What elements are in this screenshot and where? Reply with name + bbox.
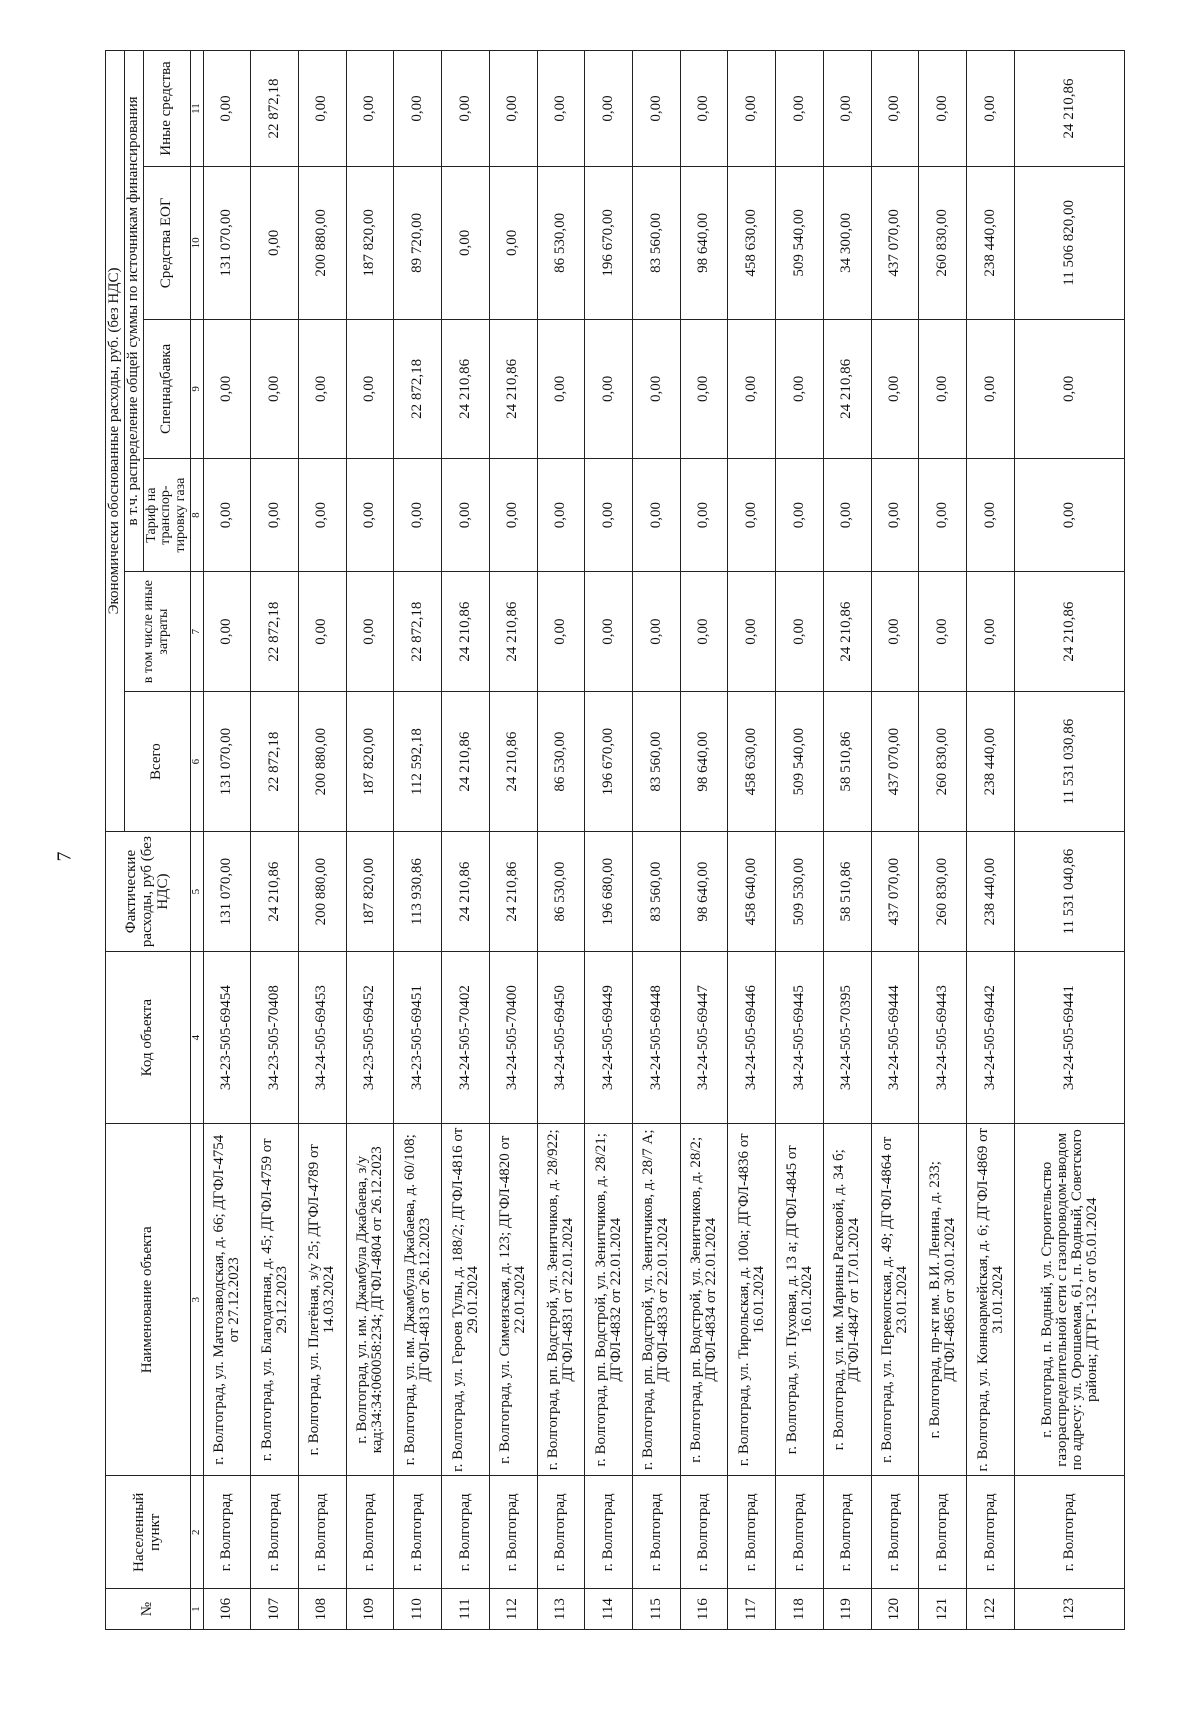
- total-cell: 112 592,18: [394, 692, 442, 832]
- surcharge-cell: 0,00: [346, 319, 394, 459]
- settlement-cell: г. Волгоград: [919, 1476, 967, 1589]
- tariff-cell: 0,00: [633, 459, 681, 572]
- settlement-cell: г. Волгоград: [299, 1476, 347, 1589]
- surcharge-cell: 0,00: [728, 319, 776, 459]
- tariff-cell: 0,00: [680, 459, 728, 572]
- other-costs-cell: 24 210,86: [1015, 572, 1125, 692]
- object-name-cell: г. Волгоград, рп. Водстрой, ул. Зенитчиков, д. 28/922; ДГФЛ-4831 от 22.01.2024: [537, 1124, 585, 1476]
- tariff-cell: 0,00: [1015, 459, 1125, 572]
- other-funds-cell: 0,00: [967, 51, 1015, 167]
- table-row: [585, 51, 633, 1630]
- table-row: [251, 51, 299, 1630]
- surcharge-cell: 0,00: [633, 319, 681, 459]
- object-code-cell: 34-24-505-69453: [299, 952, 347, 1124]
- settlement-cell: г. Волгоград: [442, 1476, 490, 1589]
- column-index: 2: [190, 1476, 203, 1589]
- other-costs-cell: 0,00: [919, 572, 967, 692]
- row-number: 108: [299, 1589, 347, 1630]
- table-row: [871, 51, 919, 1630]
- row-number: 116: [680, 1589, 728, 1630]
- tariff-cell: 0,00: [489, 459, 537, 572]
- settlement-cell: г. Волгоград: [728, 1476, 776, 1589]
- table-row: [680, 51, 728, 1630]
- total-cell: 131 070,00: [203, 692, 251, 832]
- actual-cost-cell: 86 530,00: [537, 831, 585, 951]
- column-index-row: [190, 51, 203, 1630]
- actual-cost-cell: 83 560,00: [633, 831, 681, 951]
- total-cell: 196 670,00: [585, 692, 633, 832]
- page-number: 7: [53, 851, 76, 862]
- row-number: 112: [489, 1589, 537, 1630]
- tariff-cell: 0,00: [442, 459, 490, 572]
- tariff-cell: 0,00: [967, 459, 1015, 572]
- surcharge-cell: 0,00: [203, 319, 251, 459]
- table-row: [967, 51, 1015, 1630]
- actual-cost-cell: 58 510,86: [823, 831, 871, 951]
- table-row: [442, 51, 490, 1630]
- object-code-cell: 34-24-505-70402: [442, 952, 490, 1124]
- object-code-cell: 34-23-505-70408: [251, 952, 299, 1124]
- settlement-cell: г. Волгоград: [251, 1476, 299, 1589]
- other-funds-cell: 0,00: [633, 51, 681, 167]
- object-name-cell: г. Волгоград, ул. Героев Тулы, д. 188/2; ДГФЛ-4816 от 29.01.2024: [442, 1124, 490, 1476]
- eog-cell: 437 070,00: [871, 167, 919, 320]
- object-code-cell: 34-24-505-70395: [823, 952, 871, 1124]
- actual-cost-cell: 196 680,00: [585, 831, 633, 951]
- total-cell: 22 872,18: [251, 692, 299, 832]
- cost-table: [105, 50, 1125, 1630]
- total-cell: 187 820,00: [346, 692, 394, 832]
- other-funds-cell: 0,00: [585, 51, 633, 167]
- object-name-cell: г. Волгоград, ул. Плетёная, з/у 25; ДГФЛ-4789 от 14.03.2024: [299, 1124, 347, 1476]
- object-name-cell: г. Волгоград, ул. Симеизская, д. 123; ДГФЛ-4820 от 22.01.2024: [489, 1124, 537, 1476]
- row-number: 110: [394, 1589, 442, 1630]
- other-costs-cell: 0,00: [680, 572, 728, 692]
- other-funds-cell: 0,00: [299, 51, 347, 167]
- object-code-cell: 34-24-505-69441: [1015, 952, 1125, 1124]
- table-row: [1015, 51, 1125, 1630]
- object-name-cell: г. Волгоград, пр-кт им. В.И. Ленина, д. 233; ДГФЛ-4865 от 30.01.2024: [919, 1124, 967, 1476]
- table-row: [299, 51, 347, 1630]
- table-row: [728, 51, 776, 1630]
- tariff-cell: 0,00: [203, 459, 251, 572]
- settlement-cell: г. Волгоград: [394, 1476, 442, 1589]
- eog-cell: 260 830,00: [919, 167, 967, 320]
- actual-cost-cell: 200 880,00: [299, 831, 347, 951]
- total-cell: 437 070,00: [871, 692, 919, 832]
- object-code-cell: 34-24-505-69448: [633, 952, 681, 1124]
- object-code-cell: 34-23-505-69451: [394, 952, 442, 1124]
- other-costs-cell: 0,00: [776, 572, 824, 692]
- surcharge-cell: 0,00: [871, 319, 919, 459]
- other-costs-cell: 24 210,86: [442, 572, 490, 692]
- object-name-cell: г. Волгоград, ул. Мачтозаводская, д. 66; ДГФЛ-4754 от 27.12.2023: [203, 1124, 251, 1476]
- table-row: [489, 51, 537, 1630]
- object-name-cell: г. Волгоград, ул. Тирольская, д. 100а; ДГФЛ-4836 от 16.01.2024: [728, 1124, 776, 1476]
- other-costs-cell: 0,00: [537, 572, 585, 692]
- table-row: [203, 51, 251, 1630]
- settlement-cell: г. Волгоград: [489, 1476, 537, 1589]
- eog-cell: 196 670,00: [585, 167, 633, 320]
- object-code-cell: 34-24-505-69442: [967, 952, 1015, 1124]
- total-cell: 458 630,00: [728, 692, 776, 832]
- surcharge-cell: 0,00: [537, 319, 585, 459]
- header-other-funds: Иные средства: [143, 51, 190, 167]
- eog-cell: 187 820,00: [346, 167, 394, 320]
- actual-cost-cell: 260 830,00: [919, 831, 967, 951]
- tariff-cell: 0,00: [346, 459, 394, 572]
- eog-cell: 0,00: [489, 167, 537, 320]
- eog-cell: 0,00: [442, 167, 490, 320]
- header-total: Всего: [124, 692, 190, 832]
- table-row: [394, 51, 442, 1630]
- total-cell: 238 440,00: [967, 692, 1015, 832]
- other-costs-cell: 24 210,86: [489, 572, 537, 692]
- actual-cost-cell: 11 531 040,86: [1015, 831, 1125, 951]
- column-index: 7: [190, 572, 203, 692]
- settlement-cell: г. Волгоград: [680, 1476, 728, 1589]
- header-actual: Фактические расходы, руб (без НДС): [106, 831, 191, 951]
- header-econ-group: Экономически обоснованные расходы, руб. (без НДС): [106, 51, 125, 832]
- column-index: 3: [190, 1124, 203, 1476]
- table-row: [919, 51, 967, 1630]
- tariff-cell: 0,00: [776, 459, 824, 572]
- actual-cost-cell: 458 640,00: [728, 831, 776, 951]
- other-funds-cell: 0,00: [680, 51, 728, 167]
- column-index: 5: [190, 831, 203, 951]
- row-number: 106: [203, 1589, 251, 1630]
- other-costs-cell: 0,00: [871, 572, 919, 692]
- total-cell: 24 210,86: [442, 692, 490, 832]
- settlement-cell: г. Волгоград: [871, 1476, 919, 1589]
- total-cell: 509 540,00: [776, 692, 824, 832]
- surcharge-cell: 0,00: [1015, 319, 1125, 459]
- table-row: [776, 51, 824, 1630]
- row-number: 119: [823, 1589, 871, 1630]
- row-number: 121: [919, 1589, 967, 1630]
- table-body: [203, 51, 1124, 1630]
- total-cell: 11 531 030,86: [1015, 692, 1125, 832]
- other-costs-cell: 22 872,18: [251, 572, 299, 692]
- header-eog: Средства ЕОГ: [143, 167, 190, 320]
- surcharge-cell: 0,00: [299, 319, 347, 459]
- column-index: 9: [190, 319, 203, 459]
- eog-cell: 0,00: [251, 167, 299, 320]
- tariff-cell: 0,00: [823, 459, 871, 572]
- other-funds-cell: 0,00: [346, 51, 394, 167]
- tariff-cell: 0,00: [585, 459, 633, 572]
- row-number: 113: [537, 1589, 585, 1630]
- tariff-cell: 0,00: [251, 459, 299, 572]
- object-code-cell: 34-24-505-69447: [680, 952, 728, 1124]
- row-number: 111: [442, 1589, 490, 1630]
- object-name-cell: г. Волгоград, рп. Водстрой, ул. Зенитчиков, д. 28/7 А; ДГФЛ-4833 от 22.01.2024: [633, 1124, 681, 1476]
- eog-cell: 509 540,00: [776, 167, 824, 320]
- total-cell: 86 530,00: [537, 692, 585, 832]
- object-code-cell: 34-24-505-69449: [585, 952, 633, 1124]
- eog-cell: 34 300,00: [823, 167, 871, 320]
- object-code-cell: 34-24-505-69444: [871, 952, 919, 1124]
- tariff-cell: 0,00: [394, 459, 442, 572]
- header-other-costs: в том числе иные затраты: [124, 572, 190, 692]
- total-cell: 58 510,86: [823, 692, 871, 832]
- other-funds-cell: 22 872,18: [251, 51, 299, 167]
- header-num: №: [106, 1589, 191, 1630]
- total-cell: 24 210,86: [489, 692, 537, 832]
- surcharge-cell: 24 210,86: [442, 319, 490, 459]
- row-number: 109: [346, 1589, 394, 1630]
- settlement-cell: г. Волгоград: [776, 1476, 824, 1589]
- object-code-cell: 34-24-505-70400: [489, 952, 537, 1124]
- object-name-cell: г. Волгоград, ул. Пуховая, д. 13 а; ДГФЛ-4845 от 16.01.2024: [776, 1124, 824, 1476]
- tariff-cell: 0,00: [871, 459, 919, 572]
- other-costs-cell: 0,00: [346, 572, 394, 692]
- settlement-cell: г. Волгоград: [203, 1476, 251, 1589]
- settlement-cell: г. Волгоград: [967, 1476, 1015, 1589]
- other-funds-cell: 0,00: [537, 51, 585, 167]
- rotated-table-container: [105, 50, 1125, 1630]
- eog-cell: 11 506 820,00: [1015, 167, 1125, 320]
- other-costs-cell: 0,00: [299, 572, 347, 692]
- other-funds-cell: 0,00: [823, 51, 871, 167]
- actual-cost-cell: 24 210,86: [442, 831, 490, 951]
- row-number: 114: [585, 1589, 633, 1630]
- actual-cost-cell: 509 530,00: [776, 831, 824, 951]
- object-name-cell: г. Волгоград, п. Водный, ул. Строительство газораспределительной сети с газопроводом-вводом по адресу: ул. Орошаемая, 61, п. Водный, Советского района; ДГРГ-132 от 05.01.2024: [1015, 1124, 1125, 1476]
- surcharge-cell: 0,00: [251, 319, 299, 459]
- row-number: 107: [251, 1589, 299, 1630]
- other-costs-cell: 24 210,86: [823, 572, 871, 692]
- eog-cell: 458 630,00: [728, 167, 776, 320]
- tariff-cell: 0,00: [728, 459, 776, 572]
- settlement-cell: г. Волгоград: [823, 1476, 871, 1589]
- object-code-cell: 34-24-505-69450: [537, 952, 585, 1124]
- total-cell: 98 640,00: [680, 692, 728, 832]
- actual-cost-cell: 187 820,00: [346, 831, 394, 951]
- object-code-cell: 34-23-505-69452: [346, 952, 394, 1124]
- surcharge-cell: 22 872,18: [394, 319, 442, 459]
- row-number: 117: [728, 1589, 776, 1630]
- eog-cell: 131 070,00: [203, 167, 251, 320]
- settlement-cell: г. Волгоград: [585, 1476, 633, 1589]
- header-object-code: Код объекта: [106, 952, 191, 1124]
- column-index: 6: [190, 692, 203, 832]
- surcharge-cell: 0,00: [919, 319, 967, 459]
- column-index: 10: [190, 167, 203, 320]
- settlement-cell: г. Волгоград: [1015, 1476, 1125, 1589]
- header-settlement: Населенный пункт: [106, 1476, 191, 1589]
- surcharge-cell: 24 210,86: [823, 319, 871, 459]
- other-funds-cell: 0,00: [489, 51, 537, 167]
- actual-cost-cell: 24 210,86: [489, 831, 537, 951]
- eog-cell: 238 440,00: [967, 167, 1015, 320]
- other-funds-cell: 24 210,86: [1015, 51, 1125, 167]
- tariff-cell: 0,00: [299, 459, 347, 572]
- object-name-cell: г. Волгоград, ул. Коннoармейская, д. 6; ДГФЛ-4869 от 31.01.2024: [967, 1124, 1015, 1476]
- table-row: [346, 51, 394, 1630]
- header-tariff: Тариф на транспор-тировку газа: [143, 459, 190, 572]
- actual-cost-cell: 98 640,00: [680, 831, 728, 951]
- total-cell: 260 830,00: [919, 692, 967, 832]
- actual-cost-cell: 437 070,00: [871, 831, 919, 951]
- object-name-cell: г. Волгоград, ул. Благодатная, д. 45; ДГФЛ-4759 от 29.12.2023: [251, 1124, 299, 1476]
- actual-cost-cell: 238 440,00: [967, 831, 1015, 951]
- header-dist-group: в т.ч. распределение общей суммы по источникам финансирования: [124, 51, 143, 572]
- eog-cell: 98 640,00: [680, 167, 728, 320]
- other-funds-cell: 0,00: [394, 51, 442, 167]
- row-number: 118: [776, 1589, 824, 1630]
- object-name-cell: г. Волгоград, ул. им. Джамбула Джабаева, з/у кад:34:34:060058:234; ДГФЛ-4804 от 26.12.2023: [346, 1124, 394, 1476]
- eog-cell: 89 720,00: [394, 167, 442, 320]
- other-costs-cell: 0,00: [633, 572, 681, 692]
- header-object-name: Наименование объекта: [106, 1124, 191, 1476]
- other-funds-cell: 0,00: [203, 51, 251, 167]
- surcharge-cell: 24 210,86: [489, 319, 537, 459]
- object-name-cell: г. Волгоград, рп. Водстрой, ул. Зенитчиков, д. 28/2; ДГФЛ-4834 от 22.01.2024: [680, 1124, 728, 1476]
- column-index: 11: [190, 51, 203, 167]
- table-row: [823, 51, 871, 1630]
- surcharge-cell: 0,00: [680, 319, 728, 459]
- row-number: 122: [967, 1589, 1015, 1630]
- eog-cell: 200 880,00: [299, 167, 347, 320]
- object-name-cell: г. Волгоград, ул. им. Джамбула Джабаева, д. 60/108; ДГФЛ-4813 от 26.12.2023: [394, 1124, 442, 1476]
- other-costs-cell: 0,00: [967, 572, 1015, 692]
- column-index: 1: [190, 1589, 203, 1630]
- object-code-cell: 34-24-505-69445: [776, 952, 824, 1124]
- other-costs-cell: 0,00: [203, 572, 251, 692]
- surcharge-cell: 0,00: [585, 319, 633, 459]
- row-number: 120: [871, 1589, 919, 1630]
- table-row: [537, 51, 585, 1630]
- row-number: 115: [633, 1589, 681, 1630]
- object-name-cell: г. Волгоград, ул. им. Марины Расковой, д. 34 б; ДГФЛ-4847 от 17.01.2024: [823, 1124, 871, 1476]
- actual-cost-cell: 24 210,86: [251, 831, 299, 951]
- object-name-cell: г. Волгоград, ул. Перекопская, д. 49; ДГФЛ-4864 от 23.01.2024: [871, 1124, 919, 1476]
- actual-cost-cell: 131 070,00: [203, 831, 251, 951]
- eog-cell: 83 560,00: [633, 167, 681, 320]
- tariff-cell: 0,00: [919, 459, 967, 572]
- other-funds-cell: 0,00: [919, 51, 967, 167]
- eog-cell: 86 530,00: [537, 167, 585, 320]
- settlement-cell: г. Волгоград: [633, 1476, 681, 1589]
- object-code-cell: 34-23-505-69454: [203, 952, 251, 1124]
- other-costs-cell: 0,00: [585, 572, 633, 692]
- column-index: 4: [190, 952, 203, 1124]
- table-row: [633, 51, 681, 1630]
- other-funds-cell: 0,00: [442, 51, 490, 167]
- other-funds-cell: 0,00: [871, 51, 919, 167]
- row-number: 123: [1015, 1589, 1125, 1630]
- surcharge-cell: 0,00: [776, 319, 824, 459]
- object-code-cell: 34-24-505-69446: [728, 952, 776, 1124]
- other-funds-cell: 0,00: [728, 51, 776, 167]
- actual-cost-cell: 113 930,86: [394, 831, 442, 951]
- column-index: 8: [190, 459, 203, 572]
- other-funds-cell: 0,00: [776, 51, 824, 167]
- other-costs-cell: 0,00: [728, 572, 776, 692]
- total-cell: 83 560,00: [633, 692, 681, 832]
- other-costs-cell: 22 872,18: [394, 572, 442, 692]
- surcharge-cell: 0,00: [967, 319, 1015, 459]
- tariff-cell: 0,00: [537, 459, 585, 572]
- object-name-cell: г. Волгоград, рп. Водстрой, ул. Зенитчиков, д. 28/21; ДГФЛ-4832 от 22.01.2024: [585, 1124, 633, 1476]
- settlement-cell: г. Волгоград: [537, 1476, 585, 1589]
- header-surcharge: Спецнадбавка: [143, 319, 190, 459]
- total-cell: 200 880,00: [299, 692, 347, 832]
- settlement-cell: г. Волгоград: [346, 1476, 394, 1589]
- object-code-cell: 34-24-505-69443: [919, 952, 967, 1124]
